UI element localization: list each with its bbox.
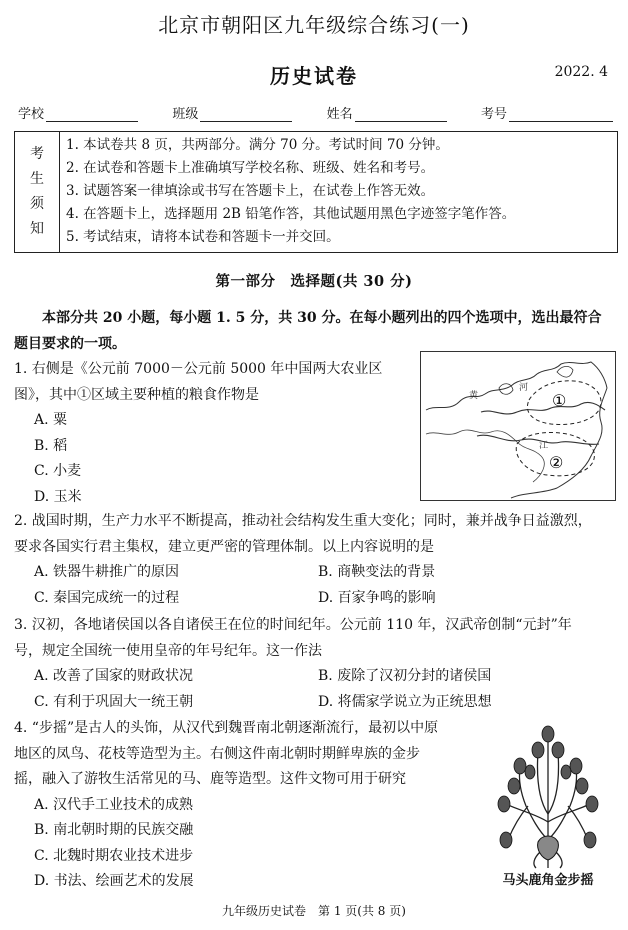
option-a[interactable]: A. 改善了国家的财政状况 — [34, 668, 194, 684]
map-river-label: 江 — [539, 441, 549, 451]
question-stem: 3. 汉初，各地诸侯国以各自诸侯王在位的时间纪年。公元前 110 年，汉武帝创制“元封”年 — [14, 617, 572, 633]
question-stem: 摇，融入了游牧生活常见的马、鹿等造型。这件文物可用于研究 — [14, 771, 406, 787]
page-footer: 九年级历史试卷 第 1 页(共 8 页) — [222, 904, 406, 918]
artifact-caption: 马头鹿角金步摇 — [502, 873, 594, 888]
headdress-drawing — [488, 722, 608, 872]
name-field[interactable]: 姓名 — [327, 103, 447, 122]
question-stem: 号，规定全国统一使用皇帝的年号纪年。这一作法 — [14, 642, 322, 659]
section-intro: 本部分共 20 小题，每小题 1. 5 分，共 30 分。在每小题列出的四个选项中，选出最符合 题目要求的一项。 — [14, 310, 602, 352]
map-drawing — [421, 352, 615, 500]
student-info-fields — [18, 103, 613, 122]
exam-subject: 历史试卷 — [270, 64, 358, 88]
option-c[interactable]: C. 有利于巩固大一统王朝 — [34, 693, 194, 710]
notice-item: 2. 在试卷和答题卡上准确填写学校名称、班级、姓名和考号。 — [66, 160, 435, 176]
question-1 — [14, 357, 414, 510]
question-2 — [14, 509, 614, 611]
exam-title: 北京市朝阳区九年级综合练习(一) — [158, 13, 470, 37]
section-title: 第一部分 选择题(共 30 分) — [215, 273, 413, 290]
option-c[interactable]: C. 北魏时期农业技术进步 — [34, 847, 194, 864]
option-b[interactable]: B. 稻 — [34, 437, 68, 454]
exam-number-field[interactable]: 考号 — [481, 103, 613, 122]
notice-items — [60, 132, 617, 252]
map-river-label: 河 — [519, 383, 529, 393]
option-a[interactable]: A. 粟 — [34, 412, 68, 428]
notice-item: 5. 考试结束，请将本试卷和答题卡一并交回。 — [66, 229, 340, 245]
question-4 — [14, 716, 484, 895]
map-region-2-label: ② — [549, 453, 564, 472]
option-d[interactable]: D. 百家争鸣的影响 — [318, 589, 436, 606]
option-b[interactable]: B. 南北朝时期的民族交融 — [34, 822, 194, 838]
notice-item: 3. 试题答案一律填涂或书写在答题卡上，在试卷上作答无效。 — [66, 183, 435, 199]
question-stem: 图》，其中①区域主要种植的粮食作物是 — [14, 386, 259, 403]
exam-date: 2022. 4 — [554, 64, 608, 80]
agriculture-map — [420, 351, 616, 501]
option-d[interactable]: D. 玉米 — [34, 488, 82, 505]
option-d[interactable]: D. 书法、绘画艺术的发展 — [34, 873, 194, 889]
map-river-label: 黄 — [469, 391, 479, 401]
option-a[interactable]: A. 汉代手工业技术的成熟 — [34, 796, 194, 813]
gold-headdress-illustration — [488, 722, 608, 872]
notice-label: 考 生 须 知 — [15, 132, 60, 252]
question-stem: 地区的凤鸟、花枝等造型为主。右侧这件南北朝时期鲜卑族的金步 — [14, 745, 420, 762]
option-b[interactable]: B. 商鞅变法的背景 — [318, 564, 436, 580]
notice-item: 1. 本试卷共 8 页，共两部分。满分 70 分。考试时间 70 分钟。 — [66, 137, 449, 153]
option-c[interactable]: C. 秦国完成统一的过程 — [34, 589, 180, 606]
option-d[interactable]: D. 将儒家学说立为正统思想 — [318, 693, 492, 710]
option-a[interactable]: A. 铁器牛耕推广的原因 — [34, 564, 180, 580]
class-field[interactable]: 班级 — [172, 103, 292, 122]
option-b[interactable]: B. 废除了汉初分封的诸侯国 — [318, 668, 492, 684]
notice-item: 4. 在答题卡上，选择题用 2B 铅笔作答，其他试题用黑色字迹签字笔作答。 — [66, 206, 516, 222]
question-stem: 要求各国实行君主集权，建立更严密的管理体制。以上内容说明的是 — [14, 538, 434, 555]
question-stem: 2. 战国时期，生产力水平不断提高，推动社会结构发生重大变化；同时，兼并战争日益激烈， — [14, 513, 592, 529]
map-region-1-label: ① — [552, 391, 567, 410]
question-3 — [14, 613, 614, 715]
school-field[interactable]: 学校 — [18, 103, 138, 122]
question-stem: 4. “步摇”是古人的头饰，从汉代到魏晋南北朝逐渐流行，最初以中原 — [14, 720, 439, 736]
question-stem: 1. 右侧是《公元前 7000－公元前 5000 年中国两大农业区 — [14, 361, 383, 377]
exam-notice-box — [14, 131, 618, 253]
option-c[interactable]: C. 小麦 — [34, 463, 82, 479]
